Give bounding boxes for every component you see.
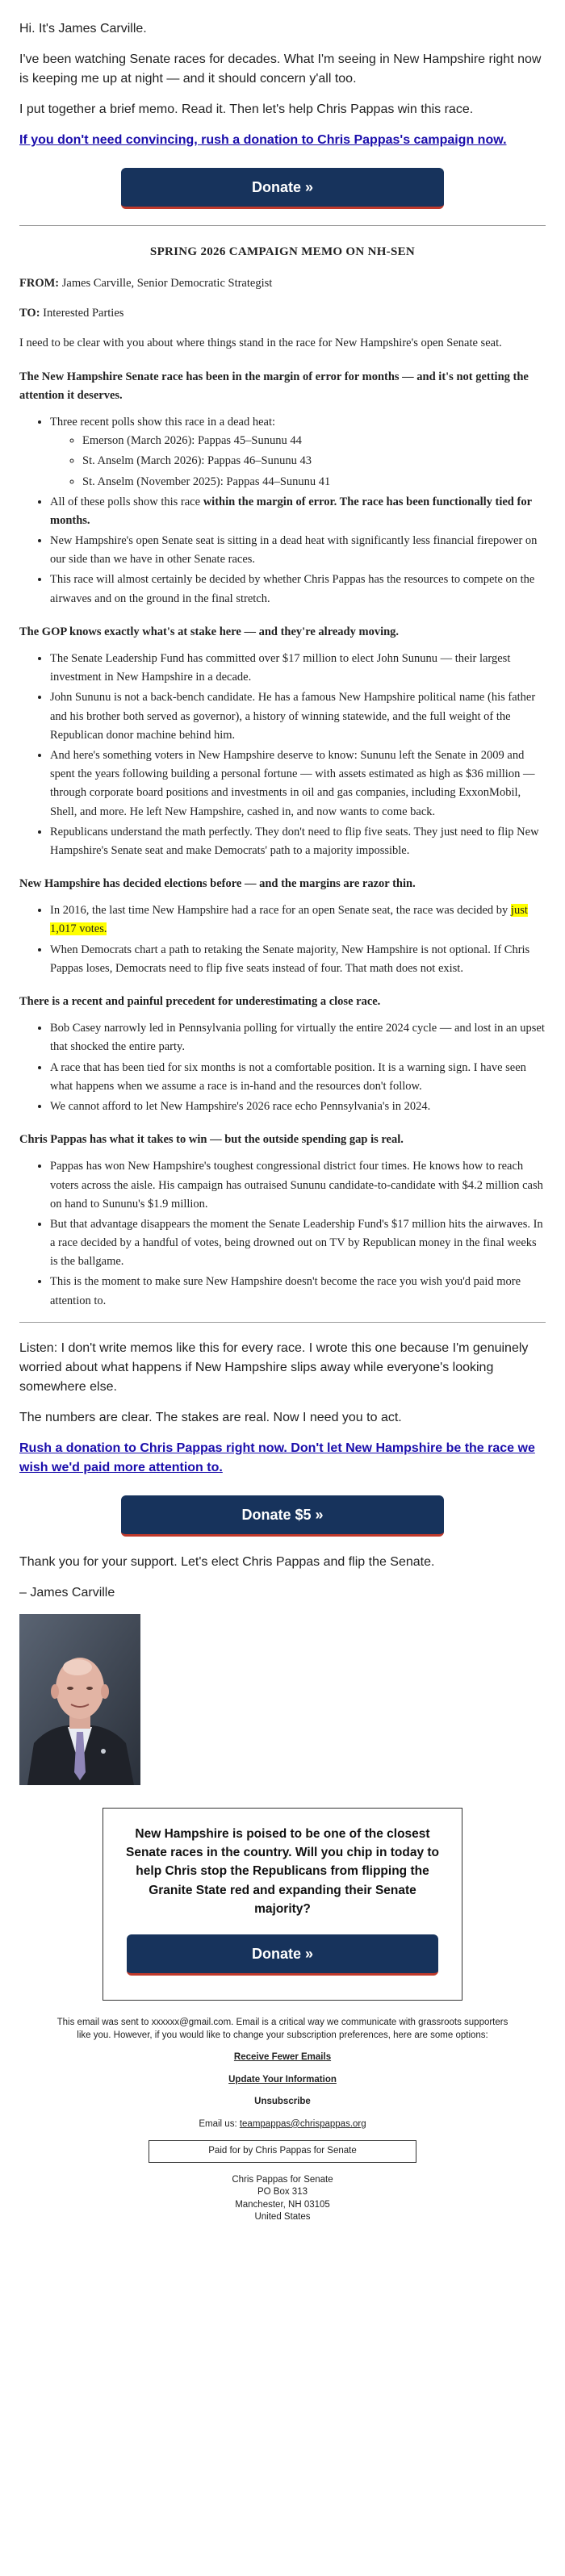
address-line: PO Box 313 (257, 2187, 308, 2198)
address-line: Chris Pappas for Senate (232, 2174, 333, 2185)
memo-title: SPRING 2026 CAMPAIGN MEMO ON NH-SEN (149, 245, 416, 258)
footer-email: Email us: teampappas@chrispappas.org (199, 2118, 366, 2129)
memo (19, 242, 546, 1311)
donate-button-top[interactable]: Donate » (121, 168, 444, 209)
memo-lead: I need to be clear with you about where things stand in the race for New Hampshire's open Senate seat. (19, 337, 502, 350)
section-list (19, 650, 546, 860)
address-line: Manchester, NH 03105 (235, 2199, 330, 2210)
closing-paragraph-1: Listen: I don't write memos like this for every race. I wrote this one because I'm genuinely worried about what happens if New Hampshire slips away while everyone's looking somewhere else. (19, 1340, 529, 1394)
closing (19, 1339, 546, 1478)
list-item: • We cannot afford to let New Hampshire's 2026 race echo Pennsylvania's in 2024. (50, 1098, 546, 1116)
donate-link-bottom[interactable]: Rush a donation to Chris Pappas right now. Don't let New Hampshire be the race we wish we'd paid more attention to. (19, 1441, 535, 1474)
thank-you: Thank you for your support. Let's elect Chris Pappas and flip the Senate. (19, 1554, 435, 1569)
receive-fewer-emails-link[interactable]: Receive Fewer Emails (233, 2052, 332, 2063)
address-line: United States (254, 2212, 311, 2223)
poll-item: ◦ St. Anselm (March 2026): Pappas 46–Sununu 43 (82, 452, 546, 470)
section-heading: New Hampshire has decided elections before — and the margins are razor thin. (19, 877, 416, 891)
footer (19, 2017, 546, 2224)
closing-paragraph-2: The numbers are clear. The stakes are real. Now I need you to act. (19, 1410, 402, 1424)
poll-list (50, 432, 546, 491)
unsubscribe-link[interactable]: Unsubscribe (254, 2097, 311, 2107)
intro-paragraph-1: I've been watching Senate races for decades. What I'm seeing in New Hampshire right now is keeping me up at night — and it should concern y'all too. (19, 52, 542, 86)
section-heading: The GOP knows exactly what's at stake here — and they're already moving. (19, 625, 400, 638)
highlighted-text: just 1,017 votes. (50, 904, 528, 936)
divider-top (19, 225, 546, 226)
list-item: • In 2016, the last time New Hampshire had a race for an open Senate seat, the race was decided by just 1,017 votes. (50, 901, 546, 939)
section-heading: There is a recent and painful precedent for underestimating a close race. (19, 995, 381, 1008)
footer-notice: This email was sent to xxxxxx@gmail.com. Email is a critical way we communicate with grassroots supporters like you. However, if you would like to change your subscription preferences, here are some options: (56, 2018, 508, 2040)
email-link[interactable]: teampappas@chrispappas.org (239, 2118, 366, 2129)
signature: – James Carville (19, 1585, 115, 1600)
section-list (19, 1157, 546, 1311)
list-item: • This is the moment to make sure New Hampshire doesn't become the race you wish you'd paid more attention to. (50, 1273, 546, 1310)
list-item: • New Hampshire's open Senate seat is sitting in a dead heat with significantly less financial firepower on our side than we have in other Senate races. (50, 532, 546, 569)
memo-to: TO: Interested Parties (19, 307, 124, 320)
list-item: • A race that has been tied for six months is not a comfortable position. It is a warning sign. I have seen what happens when we assume a race is in-hand and the resources don't follow. (50, 1059, 546, 1096)
poll-item: ◦ Emerson (March 2026): Pappas 45–Sununu 44 (82, 432, 546, 450)
carville-photo (19, 1614, 140, 1785)
update-information-link[interactable]: Update Your Information (228, 2074, 337, 2085)
paid-for-by: Paid for by Chris Pappas for Senate (149, 2140, 416, 2163)
callout-text: New Hampshire is poised to be one of the closest Senate races in the country. Will you chip in today to help Chris stop the Republicans from flipping the Granite State red and expanding their Senate majority? (126, 1826, 439, 1916)
section-heading: Chris Pappas has what it takes to win — but the outside spending gap is real. (19, 1133, 404, 1147)
greeting: Hi. It's James Carville. (19, 22, 147, 36)
donate-button-callout[interactable]: Donate » (127, 1934, 438, 1976)
list-item: • The Senate Leadership Fund has committed over $17 million to elect John Sununu — their largest investment in New Hampshire in a decade. (50, 650, 546, 687)
list-item: • Republicans understand the math perfectly. They don't need to flip five seats. They just need to flip New Hampshire's Senate seat and make Democrats' path to a majority impossible. (50, 823, 546, 860)
section-list (19, 901, 546, 978)
memo-from: FROM: James Carville, Senior Democratic Strategist (19, 277, 273, 290)
list-item: • John Sununu is not a back-bench candidate. He has a famous New Hampshire political name (his father and his brother both served as governor), a history of winning statewide, and the full weight of the Republican donor machine behind him. (50, 688, 546, 745)
intro (19, 19, 546, 150)
portrait-image (19, 1614, 140, 1785)
section-list (19, 413, 546, 608)
list-item: • When Democrats chart a path to retaking the Senate majority, New Hampshire is not optional. If Chris Pappas loses, Democrats need to flip five seats instead of four. That math does not exist. (50, 941, 546, 978)
list-item: • Three recent polls show this race in a dead heat: ◦ Emerson (March 2026): Pappas 45–Sununu 44 ◦ St. Anselm (March 2026): Pappas 46–Sununu 43 ◦ St. Anselm (November 2025): Pappas 44–Sununu 41 (50, 413, 546, 491)
poll-item: ◦ St. Anselm (November 2025): Pappas 44–Sununu 41 (82, 473, 546, 491)
intro-paragraph-2: I put together a brief memo. Read it. Then let's help Chris Pappas win this race. (19, 102, 474, 116)
list-item: • But that advantage disappears the moment the Senate Leadership Fund's $17 million hits the airwaves. In a race decided by a handful of votes, being drowned out on TV by Republican money in the final weeks is the ballgame. (50, 1215, 546, 1272)
list-item: • All of these polls show this race within the margin of error. The race has been functionally tied for months. (50, 493, 546, 530)
section-list (19, 1019, 546, 1116)
divider-bottom (19, 1322, 546, 1323)
section-heading: The New Hampshire Senate race has been in the margin of error for months — and it's not getting the attention it deserves. (19, 370, 529, 402)
donate-link-top[interactable]: If you don't need convincing, rush a donation to Chris Pappas's campaign now. (19, 133, 507, 147)
donate-5-button[interactable]: Donate $5 » (121, 1495, 444, 1537)
callout-box (103, 1808, 462, 2001)
list-item: • This race will almost certainly be decided by whether Chris Pappas has the resources to compete on the airwaves and on the ground in the final stretch. (50, 571, 546, 608)
list-item: • Bob Casey narrowly led in Pennsylvania polling for virtually the entire 2024 cycle — and lost in an upset that shocked the entire party. (50, 1019, 546, 1056)
email-body (19, 0, 546, 2224)
list-item: • Pappas has won New Hampshire's toughest congressional district four times. He knows how to reach voters across the aisle. His campaign has outraised Sununu candidate-to-candidate with $4.2 million cash on hand to Sununu's $1.9 million. (50, 1157, 546, 1214)
list-item: • And here's something voters in New Hampshire deserve to know: Sununu left the Senate in 2009 and spent the years following building a personal fortune — with assets estimated as high as $36 million — through corporate board positions and investments in oil and gas companies, including ExxonMobil, Shell, and more. He left New Hampshire, cashed in, and now wants to come back. (50, 746, 546, 822)
